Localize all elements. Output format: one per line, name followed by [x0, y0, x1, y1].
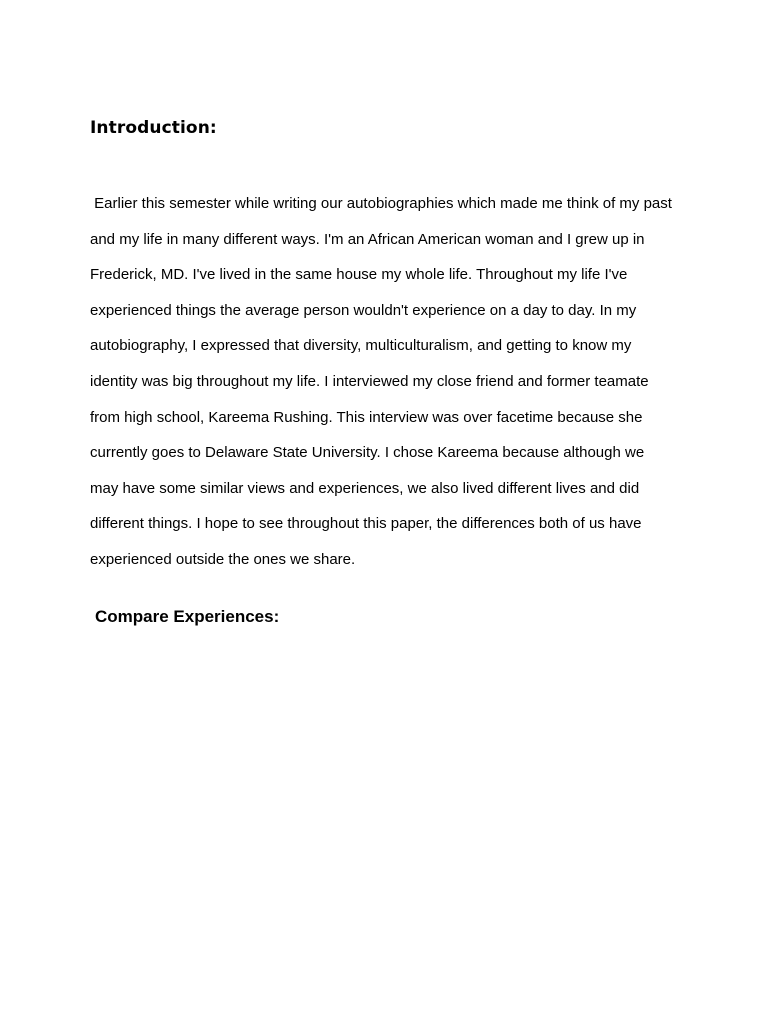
paragraph-line: may have some similar views and experiences, we also lived different lives and did [90, 479, 640, 497]
paragraph-line: Frederick, MD. I've lived in the same house my whole life. Throughout my life I've [90, 266, 628, 284]
paragraph-line: Earlier this semester while writing our autobiographies which made me think of my past [90, 195, 672, 212]
introduction-heading: Introduction: [90, 118, 217, 138]
paragraph-line: autobiography, I expressed that diversity, multiculturalism, and getting to know my [90, 337, 632, 355]
paragraph-line: from high school, Kareema Rushing. This interview was over facetime because she [90, 408, 643, 426]
paragraph-line: identity was big throughout my life. I interviewed my close friend and former teamate [90, 372, 649, 390]
paragraph-line: different things. I hope to see throughout this paper, the differences both of us have [90, 515, 642, 533]
paragraph-line: and my life in many different ways. I'm an African American woman and I grew up in [90, 230, 645, 248]
paragraph-line: currently goes to Delaware State University. I chose Kareema because although we [90, 444, 645, 462]
paragraph-line: experienced outside the ones we share. [90, 550, 356, 568]
paragraph-line: experienced things the average person wouldn't experience on a day to day. In my [90, 301, 637, 319]
compare-experiences-heading: Compare Experiences: [95, 607, 280, 626]
introduction-paragraph [90, 186, 672, 578]
